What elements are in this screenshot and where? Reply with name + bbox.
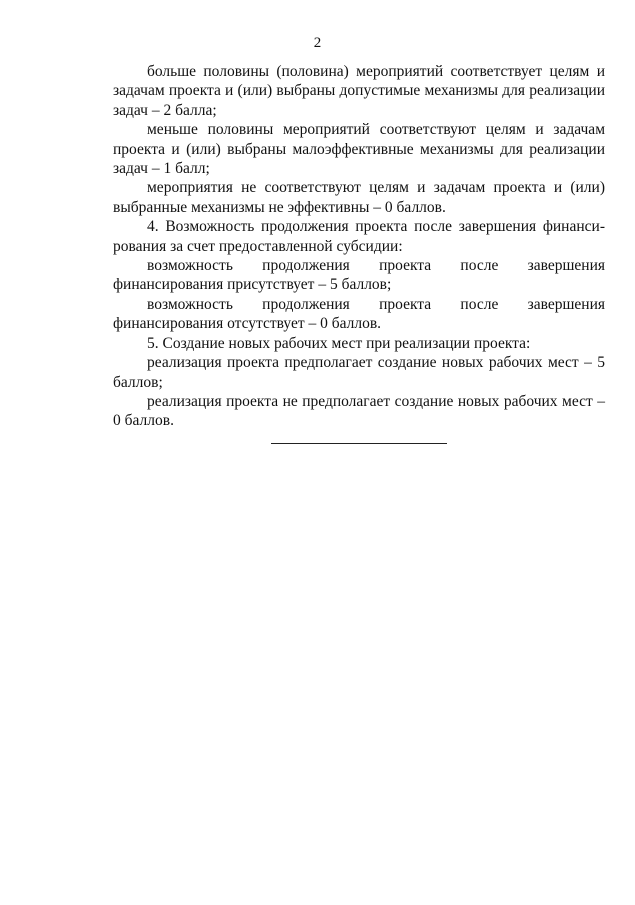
paragraph-criteria-3-less-half: меньше половины мероприятий соответствуют целям и задачам проекта и (или) выбраны малоэффективные механизмы для реализации задач – 1 балл;	[113, 121, 605, 178]
paragraph-criteria-3-none: мероприятия не соответствуют целям и задачам проекта и (или) выбранные механизмы не эффективны – 0 баллов.	[113, 179, 605, 216]
paragraph-criterion-4-heading: 4. Возможность продолжения проекта после завершения финансирования за счет предоставленной субсидии:	[113, 218, 605, 255]
paragraph-criterion-5-heading: 5. Создание новых рабочих мест при реализации проекта:	[147, 334, 531, 352]
paragraph-criteria-4-present: возможность продолжения проекта после завершения финансирования присутствует – 5 баллов;	[113, 257, 605, 294]
end-divider-line	[271, 443, 447, 444]
paragraph-criteria-5-no: реализация проекта не предполагает создание новых рабочих мест – 0 баллов.	[113, 392, 605, 430]
paragraph-criteria-3-half: больше половины (половина) мероприятий соответствует целям и задачам проекта и (или) выбраны допустимые механизмы для реализации задач – 2 балла;	[113, 63, 605, 119]
paragraph-criteria-4-absent: возможность продолжения проекта после завершения финансирования отсутствует – 0 баллов.	[113, 295, 605, 333]
paragraph-criteria-5-yes: реализация проекта предполагает создание новых рабочих мест – 5 баллов;	[113, 354, 605, 391]
page-number: 2	[313, 35, 322, 51]
document-body	[113, 62, 605, 431]
